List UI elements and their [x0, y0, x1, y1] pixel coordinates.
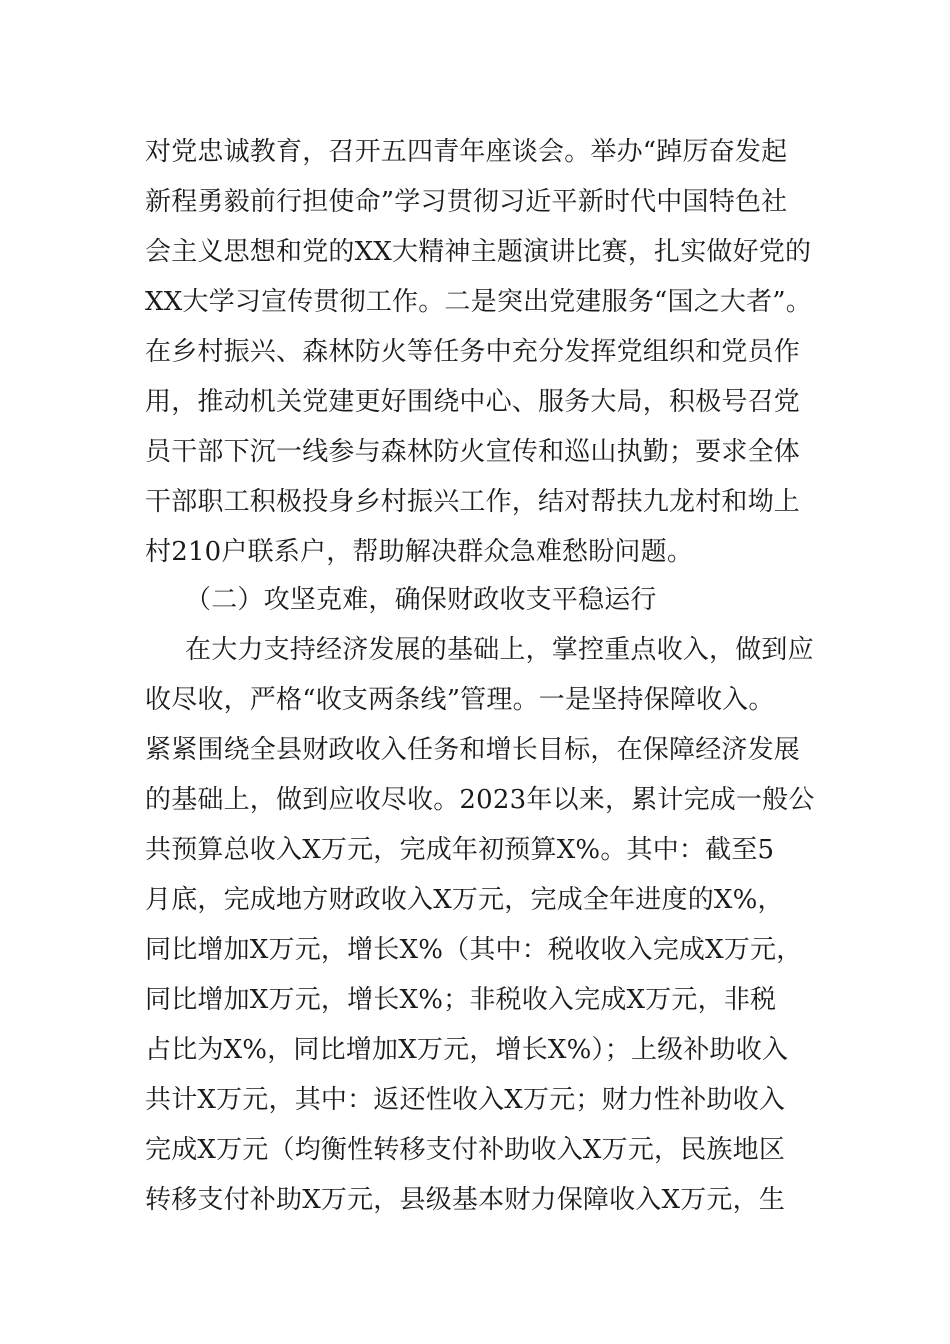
- text-line: 同比增加X万元，增长X%（其中：税收收入完成X万元，: [145, 935, 803, 965]
- text-line: 收尽收，严格“收支两条线”管理。一是坚持保障收入。: [145, 685, 775, 715]
- text-line: 月底，完成地方财政收入X万元，完成全年进度的X%，: [145, 885, 784, 915]
- text-line: 员干部下沉一线参与森林防火宣传和巡山执勤；要求全体: [145, 437, 801, 467]
- text-line: 在大力支持经济发展的基础上，掌控重点收入，做到应: [185, 635, 814, 665]
- text-line: 占比为X%，同比增加X万元，增长X%）；上级补助收入: [145, 1035, 789, 1065]
- section-heading: （二）攻坚克难，确保财政收支平稳运行: [185, 585, 657, 615]
- text-line: 村210户联系户，帮助解决群众急难愁盼问题。: [145, 537, 694, 567]
- text-line: 转移支付补助X万元，县级基本财力保障收入X万元，生: [145, 1185, 786, 1215]
- text-line: 共计X万元，其中：返还性收入X万元；财力性补助收入: [145, 1085, 786, 1115]
- text-line: 在乡村振兴、森林防火等任务中充分发挥党组织和党员作: [145, 337, 801, 367]
- text-line: 对党忠诚教育，召开五四青年座谈会。举办“踔厉奋发起: [145, 137, 788, 167]
- text-line: 紧紧围绕全县财政收入任务和增长目标，在保障经济发展: [145, 735, 801, 765]
- text-line: 会主义思想和党的XX大精神主题演讲比赛，扎实做好党的: [145, 237, 812, 267]
- text-line: 同比增加X万元，增长X%；非税收入完成X万元，非税: [145, 985, 777, 1015]
- text-line: XX大学习宣传贯彻工作。二是突出党建服务“国之大者”。: [145, 287, 813, 317]
- text-line: 共预算总收入X万元，完成年初预算X%。其中：截至5: [145, 835, 775, 865]
- text-line: 干部职工积极投身乡村振兴工作，结对帮扶九龙村和坳上: [145, 487, 801, 517]
- text-line: 的基础上，做到应收尽收。2023年以来，累计完成一般公: [145, 785, 815, 815]
- text-line: 新程勇毅前行担使命”学习贯彻习近平新时代中国特色社: [145, 187, 788, 217]
- text-line: 完成X万元（均衡性转移支付补助收入X万元，民族地区: [145, 1135, 786, 1165]
- text-line: 用，推动机关党建更好围绕中心、服务大局，积极号召党: [145, 387, 801, 417]
